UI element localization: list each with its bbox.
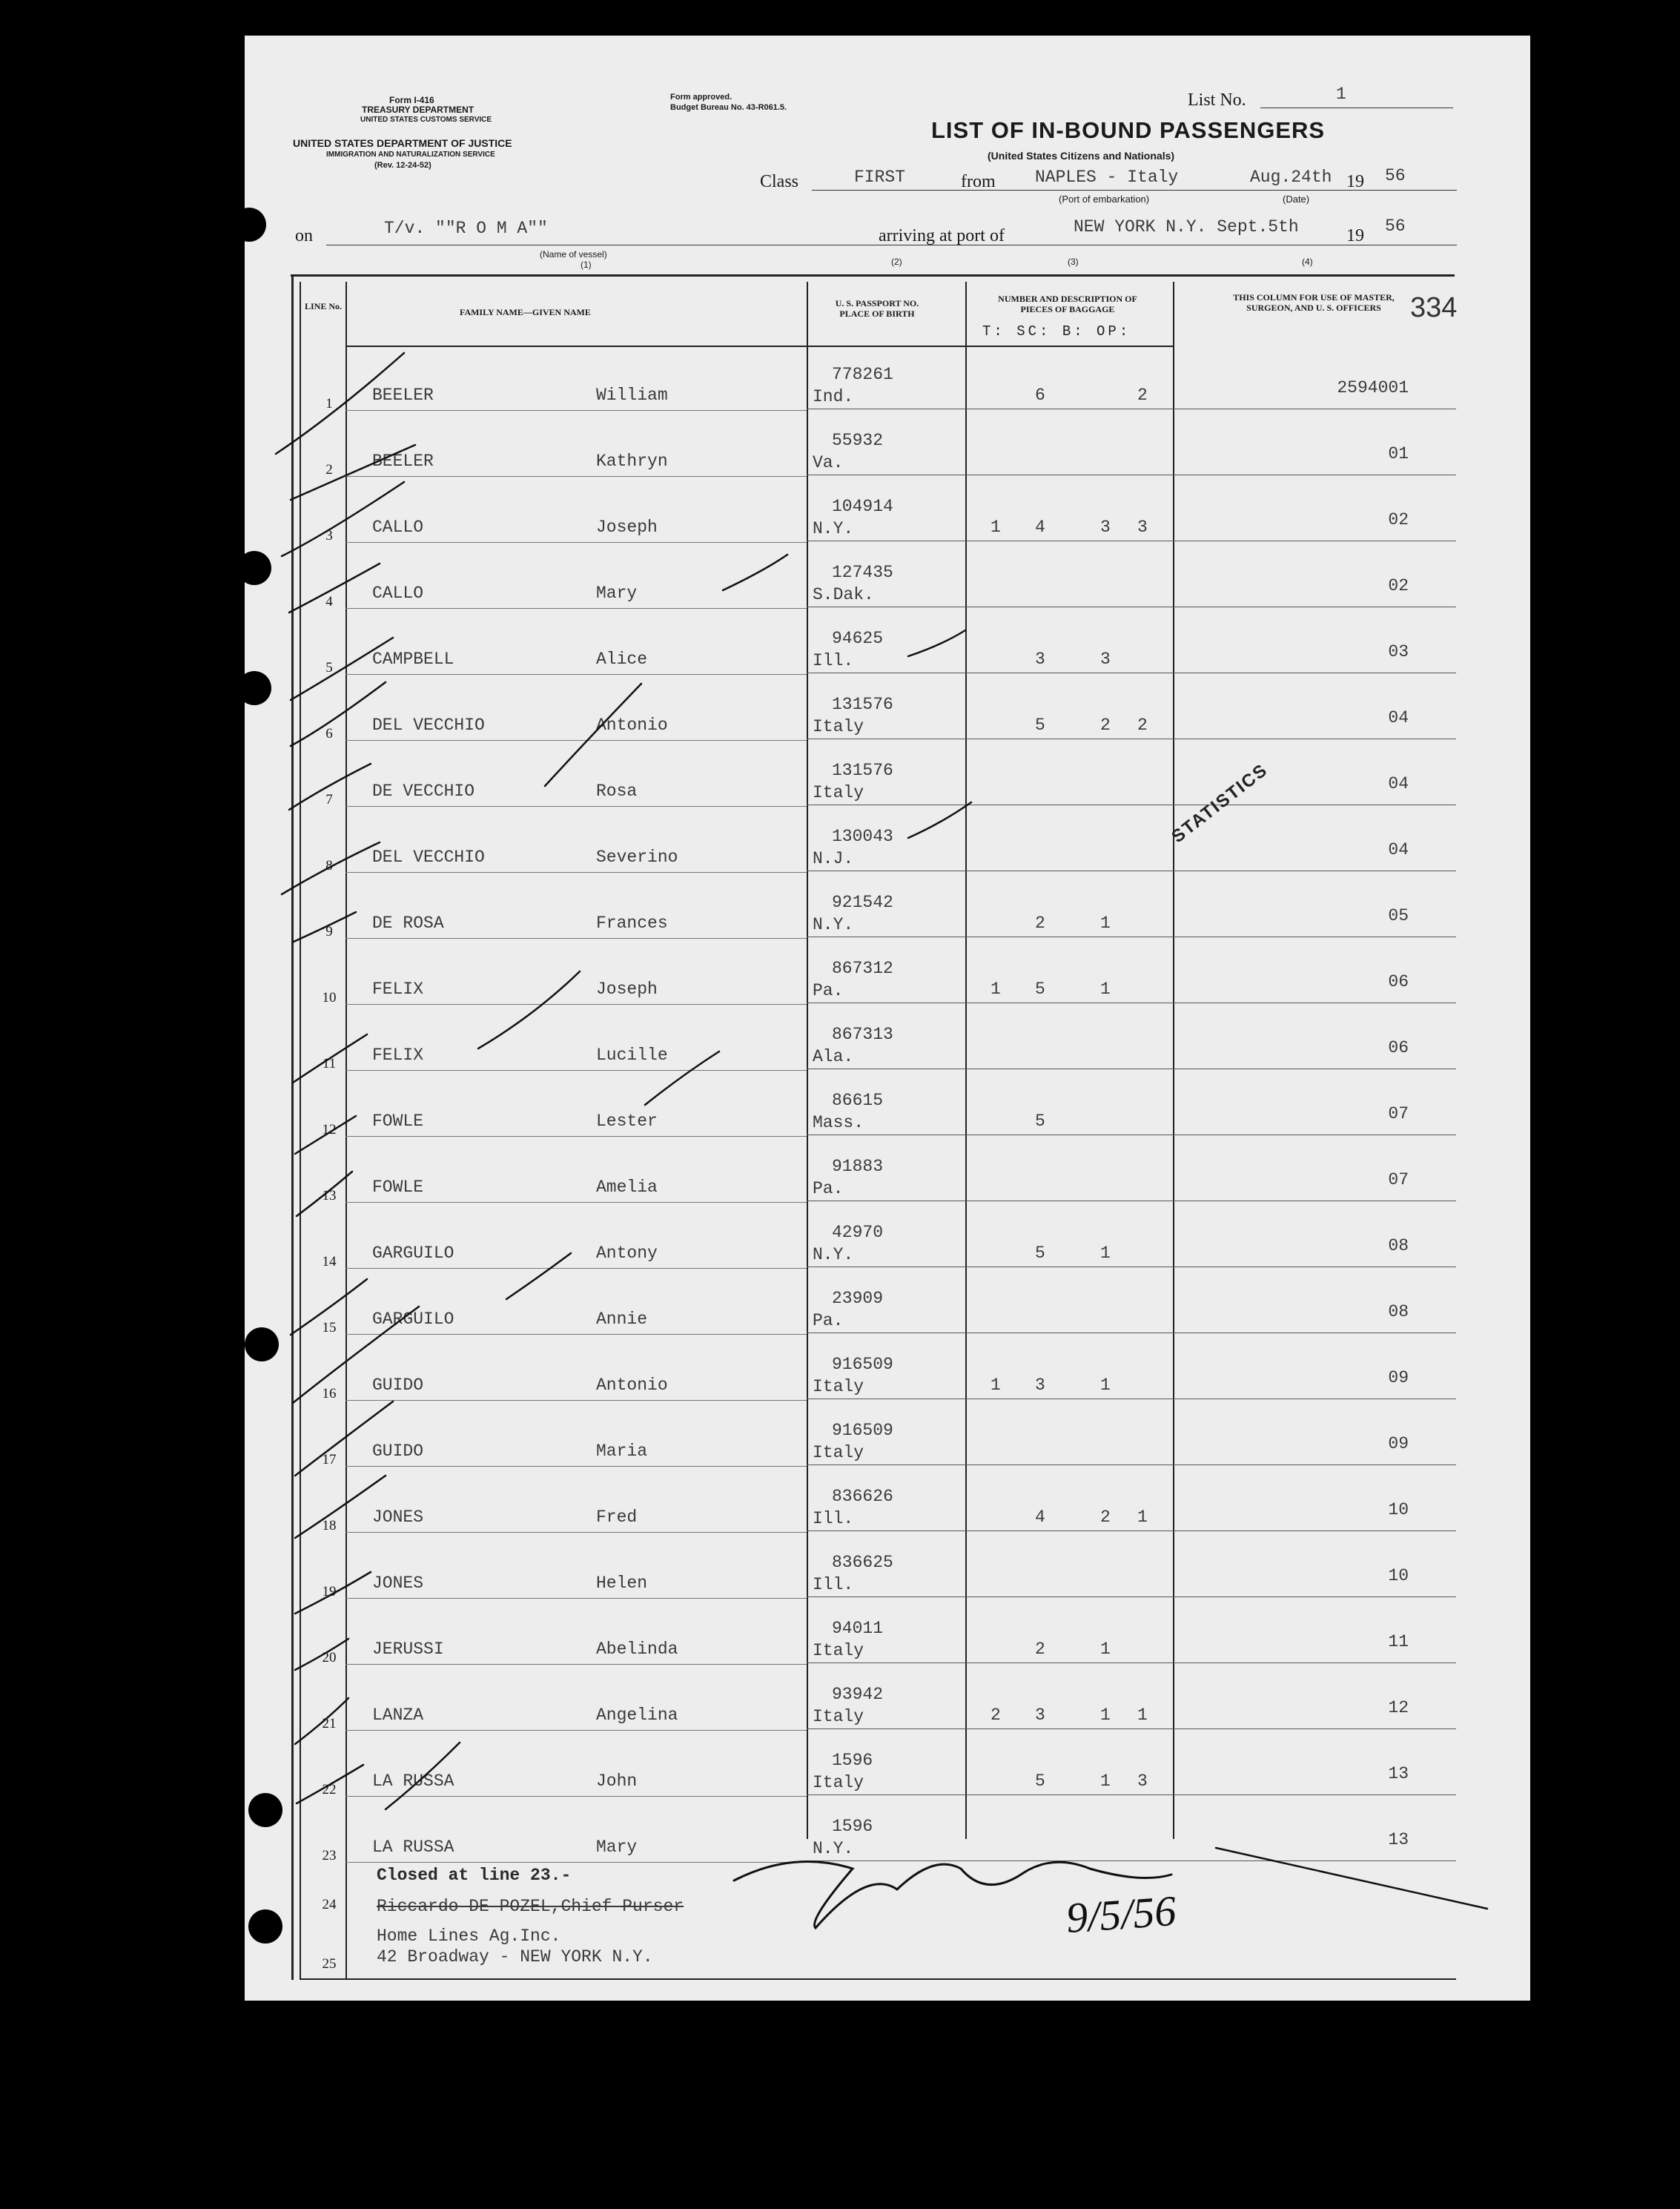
- officer-code: 06: [1388, 972, 1409, 991]
- vessel-value: T/v. ""R O M A"": [384, 219, 548, 238]
- line-number: 12: [322, 1122, 337, 1137]
- passport-number: 42970: [832, 1223, 884, 1242]
- customs-label: UNITED STATES CUSTOMS SERVICE: [360, 116, 492, 124]
- form-title: LIST OF IN-BOUND PASSENGERS: [931, 117, 1326, 143]
- list-no-label: List No.: [1188, 90, 1246, 110]
- place-of-birth: N.Y.: [813, 915, 854, 934]
- check-mark: [289, 564, 380, 612]
- line-number: 19: [322, 1584, 337, 1599]
- place-of-birth: Ala.: [813, 1047, 854, 1066]
- sheet-number: 334: [1410, 292, 1458, 323]
- check-mark: [294, 912, 356, 942]
- given-name: Antonio: [596, 716, 668, 735]
- baggage-trunks: 1: [991, 518, 1001, 537]
- officer-code: 08: [1388, 1236, 1409, 1255]
- place-of-birth: Ill.: [813, 1575, 854, 1594]
- place-of-birth: Mass.: [813, 1113, 864, 1132]
- officer-code: 10: [1388, 1566, 1409, 1585]
- passport-number: 131576: [832, 761, 893, 780]
- passport-number: 867313: [832, 1025, 893, 1044]
- closed-note: Closed at line 23.-: [377, 1866, 572, 1885]
- line-number: 20: [322, 1650, 337, 1665]
- baggage-bags: 2: [1100, 1508, 1111, 1527]
- baggage-bags: 1: [1100, 1640, 1111, 1659]
- family-name: DE VECCHIO: [372, 782, 475, 801]
- place-of-birth: Italy: [813, 1377, 864, 1396]
- given-name: Mary: [596, 1837, 638, 1857]
- check-mark: [545, 684, 641, 786]
- baggage-trunks: 2: [991, 1706, 1001, 1725]
- ins-label: IMMIGRATION AND NATURALIZATION SERVICE: [326, 151, 495, 159]
- vessel-label: (Name of vessel): [540, 249, 607, 260]
- baggage-suitcases: 3: [1035, 650, 1045, 669]
- given-name: Rosa: [596, 782, 638, 801]
- family-name: DEL VECCHIO: [372, 848, 485, 867]
- line-number: 4: [325, 594, 333, 610]
- family-name: FOWLE: [372, 1178, 424, 1197]
- baggage-suitcases: 5: [1035, 1112, 1045, 1131]
- line-number: 16: [322, 1386, 337, 1401]
- check-mark: [645, 1051, 719, 1105]
- check-mark: [297, 1765, 363, 1803]
- officer-code: 03: [1388, 642, 1409, 661]
- baggage-trunks: 1: [991, 980, 1001, 999]
- check-mark: [478, 971, 580, 1049]
- check-mark: [295, 1572, 371, 1614]
- date1-value: Aug.24th: [1250, 168, 1332, 187]
- place-of-birth: Italy: [813, 1641, 864, 1660]
- line-number: 14: [322, 1254, 337, 1269]
- passport-number: 778261: [832, 365, 893, 384]
- given-name: Amelia: [596, 1178, 658, 1197]
- rev-label: (Rev. 12-24-52): [374, 161, 431, 170]
- col2-label: (2): [891, 257, 902, 267]
- place-of-birth: S.Dak.: [813, 585, 874, 604]
- baggage-bags: 1: [1100, 980, 1111, 999]
- officer-code: 11: [1388, 1632, 1409, 1651]
- family-name: FELIX: [372, 980, 424, 999]
- check-mark: [723, 555, 787, 590]
- col-header-name: FAMILY NAME—GIVEN NAME: [460, 307, 591, 317]
- col-header-officers: THIS COLUMN FOR USE OF MASTER, SURGEON, AND U. S. OFFICERS: [1233, 292, 1395, 313]
- family-name: CALLO: [372, 584, 424, 603]
- line-number-25: 25: [322, 1956, 337, 1972]
- place-of-birth: Italy: [813, 717, 864, 736]
- approved-label: Form approved.: [670, 93, 732, 102]
- col1-label: (1): [581, 260, 592, 270]
- baggage-trunks: 1: [991, 1376, 1001, 1395]
- family-name: LANZA: [372, 1706, 424, 1725]
- baggage-suitcases: 2: [1035, 914, 1045, 933]
- family-name: CAMPBELL: [372, 650, 454, 669]
- line-number-24: 24: [322, 1897, 337, 1912]
- family-name: LA RUSSA: [372, 1772, 454, 1791]
- officer-code: 07: [1388, 1104, 1409, 1123]
- check-mark: [908, 802, 971, 838]
- officer-code: 08: [1388, 1302, 1409, 1321]
- given-name: Lucille: [596, 1046, 668, 1065]
- col-header-line-no: LINE No.: [304, 301, 342, 311]
- family-name: FOWLE: [372, 1112, 424, 1131]
- check-mark: [295, 1639, 348, 1670]
- justice-label: UNITED STATES DEPARTMENT OF JUSTICE: [293, 137, 512, 149]
- passport-number: 916509: [832, 1355, 893, 1374]
- baggage-suitcases: 3: [1035, 1706, 1045, 1725]
- line-number: 3: [325, 528, 333, 544]
- check-mark: [289, 764, 371, 810]
- baggage-other: 2: [1137, 386, 1148, 405]
- officer-code: 02: [1388, 510, 1409, 529]
- officer-code: 07: [1388, 1170, 1409, 1189]
- list-no-value: 1: [1336, 85, 1346, 104]
- year2-prefix: 19: [1346, 226, 1364, 245]
- place-of-birth: Va.: [813, 453, 844, 472]
- place-of-birth: Pa.: [813, 981, 844, 1000]
- baggage-suitcases: 4: [1035, 518, 1045, 537]
- passport-number: 127435: [832, 563, 893, 582]
- check-mark: [291, 445, 415, 500]
- passport-number: 916509: [832, 1421, 893, 1440]
- passport-number: 836626: [832, 1487, 893, 1506]
- given-name: Kathryn: [596, 452, 668, 471]
- check-mark: [386, 1743, 460, 1809]
- family-name: GARGUILO: [372, 1244, 454, 1263]
- address-note: 42 Broadway - NEW YORK N.Y.: [377, 1947, 653, 1967]
- baggage-suitcases: 4: [1035, 1508, 1045, 1527]
- line-number: 23: [322, 1848, 337, 1863]
- baggage-bags: 3: [1100, 518, 1111, 537]
- passport-number: 104914: [832, 497, 893, 516]
- given-name: Abelinda: [596, 1640, 678, 1659]
- line-number: 8: [325, 858, 333, 874]
- passport-number: 91883: [832, 1157, 884, 1176]
- form-subtitle: (United States Citizens and Nationals): [988, 150, 1175, 162]
- check-mark: [908, 630, 965, 656]
- officer-code: 09: [1388, 1368, 1409, 1387]
- passport-number: 1596: [832, 1751, 873, 1770]
- from-value: NAPLES - Italy: [1035, 168, 1179, 187]
- passport-number: 94625: [832, 629, 884, 648]
- baggage-other: 1: [1137, 1508, 1148, 1527]
- line-number: 10: [322, 990, 337, 1006]
- officer-code: 09: [1388, 1434, 1409, 1453]
- baggage-suitcases: 5: [1035, 1244, 1045, 1263]
- line-number: 6: [325, 726, 333, 742]
- baggage-suitcases: 6: [1035, 386, 1045, 405]
- family-name: BEELER: [372, 452, 434, 471]
- closing-stroke: [1216, 1848, 1487, 1909]
- baggage-bags: 1: [1100, 1244, 1111, 1263]
- passport-number: 1596: [832, 1817, 873, 1836]
- given-name: Helen: [596, 1574, 648, 1593]
- statistics-stamp: STATISTICS: [1168, 759, 1272, 848]
- baggage-suitcases: 3: [1035, 1376, 1045, 1395]
- baggage-other: 3: [1137, 518, 1148, 537]
- baggage-bags: 1: [1100, 1772, 1111, 1791]
- given-name: Antonio: [596, 1376, 668, 1395]
- place-of-birth: N.Y.: [813, 519, 854, 538]
- passport-number: 94011: [832, 1619, 884, 1638]
- passport-number: 836625: [832, 1553, 893, 1572]
- place-of-birth: Pa.: [813, 1311, 844, 1330]
- line-number: 13: [322, 1188, 337, 1203]
- check-mark: [506, 1253, 571, 1299]
- given-name: Frances: [596, 914, 668, 933]
- officer-code: 06: [1388, 1038, 1409, 1057]
- place-of-birth: Ill.: [813, 1509, 854, 1528]
- passport-number: 23909: [832, 1289, 884, 1308]
- line-number: 9: [325, 924, 333, 940]
- line-number: 5: [325, 660, 333, 676]
- given-name: Antony: [596, 1244, 658, 1263]
- check-mark: [276, 353, 404, 454]
- officer-code: 01: [1388, 444, 1409, 463]
- check-mark: [291, 1279, 367, 1335]
- budget-label: Budget Bureau No. 43-R061.5.: [670, 103, 787, 112]
- given-name: Joseph: [596, 518, 658, 537]
- year1-value: 56: [1385, 166, 1406, 185]
- family-name: JONES: [372, 1574, 424, 1593]
- given-name: Mary: [596, 584, 638, 603]
- class-label: Class: [760, 172, 799, 191]
- arriving-label: arriving at port of: [879, 226, 1005, 245]
- signature-date: 9/5/56: [1064, 1886, 1178, 1943]
- col-header-baggage-types: T: SC: B: OP:: [982, 323, 1131, 340]
- baggage-other: 3: [1137, 1772, 1148, 1791]
- check-mark: [293, 1034, 367, 1083]
- form-number: Form I-416: [389, 95, 434, 105]
- place-of-birth: N.Y.: [813, 1245, 854, 1264]
- baggage-bags: 2: [1100, 716, 1111, 735]
- year1-prefix: 19: [1346, 172, 1364, 191]
- place-of-birth: Italy: [813, 1707, 864, 1726]
- place-of-birth: Italy: [813, 1443, 864, 1462]
- officer-code: 04: [1388, 708, 1409, 727]
- year2-value: 56: [1385, 217, 1406, 236]
- given-name: Joseph: [596, 980, 658, 999]
- baggage-suitcases: 5: [1035, 980, 1045, 999]
- baggage-bags: 1: [1100, 1376, 1111, 1395]
- given-name: Angelina: [596, 1706, 678, 1725]
- date-label: (Date): [1283, 194, 1310, 205]
- officer-code: 13: [1388, 1830, 1409, 1849]
- check-mark: [295, 1698, 348, 1744]
- officer-code: 13: [1388, 1764, 1409, 1783]
- officer-code: 04: [1388, 840, 1409, 859]
- family-name: GUIDO: [372, 1442, 424, 1461]
- passport-number: 55932: [832, 431, 884, 450]
- place-of-birth: Ill.: [813, 651, 854, 670]
- baggage-suitcases: 5: [1035, 716, 1045, 735]
- given-name: Maria: [596, 1442, 648, 1461]
- check-mark: [295, 1476, 386, 1538]
- check-mark: [295, 1401, 393, 1476]
- line-number: 7: [325, 792, 333, 808]
- line-number: 21: [322, 1716, 337, 1731]
- check-mark: [282, 842, 380, 894]
- officer-code: 12: [1388, 1698, 1409, 1717]
- col3-label: (3): [1068, 257, 1079, 267]
- baggage-suitcases: 2: [1035, 1640, 1045, 1659]
- officer-code: 04: [1388, 774, 1409, 793]
- class-value: FIRST: [854, 168, 906, 187]
- col4-label: (4): [1302, 257, 1313, 267]
- line-number: 1: [325, 396, 333, 412]
- passport-number: 131576: [832, 695, 893, 714]
- line-number: 22: [322, 1782, 337, 1797]
- officer-code: 10: [1388, 1500, 1409, 1519]
- place-of-birth: N.J.: [813, 849, 854, 868]
- col-header-passport: U. S. PASSPORT NO. PLACE OF BIRTH: [835, 298, 919, 319]
- family-name: CALLO: [372, 518, 424, 537]
- family-name: FELIX: [372, 1046, 424, 1065]
- passport-number: 921542: [832, 893, 893, 912]
- line-number: 17: [322, 1452, 337, 1467]
- family-name: DE ROSA: [372, 914, 444, 933]
- line-number: 2: [325, 462, 333, 478]
- place-of-birth: N.Y.: [813, 1839, 854, 1858]
- baggage-bags: 3: [1100, 650, 1111, 669]
- port-embark-label: (Port of embarkation): [1059, 194, 1150, 205]
- check-mark: [297, 1172, 352, 1216]
- agency-note: Home Lines Ag.Inc.: [377, 1926, 561, 1946]
- treasury-label: TREASURY DEPARTMENT: [362, 105, 474, 115]
- baggage-bags: 1: [1100, 1706, 1111, 1725]
- passport-number: 86615: [832, 1091, 884, 1110]
- given-name: Severino: [596, 848, 678, 867]
- signature: [734, 1862, 1171, 1928]
- from-label: from: [961, 172, 996, 191]
- given-name: Lester: [596, 1112, 658, 1131]
- place-of-birth: Pa.: [813, 1179, 844, 1198]
- purser-note: Riccardo DE POZEL,Chief Purser: [377, 1897, 684, 1916]
- given-name: John: [596, 1772, 638, 1791]
- on-label: on: [295, 226, 313, 245]
- officer-code: 2594001: [1337, 378, 1409, 397]
- place-of-birth: Italy: [813, 1773, 864, 1792]
- baggage-other: 2: [1137, 716, 1148, 735]
- line-number: 15: [322, 1320, 337, 1335]
- passport-number: 867312: [832, 959, 893, 978]
- given-name: Annie: [596, 1310, 648, 1329]
- col-header-baggage: NUMBER AND DESCRIPTION OF PIECES OF BAGGAGE: [998, 294, 1137, 314]
- family-name: JERUSSI: [372, 1640, 444, 1659]
- place-of-birth: Italy: [813, 783, 864, 802]
- baggage-suitcases: 5: [1035, 1772, 1045, 1791]
- family-name: DEL VECCHIO: [372, 716, 485, 735]
- passport-number: 130043: [832, 827, 893, 846]
- family-name: LA RUSSA: [372, 1837, 454, 1857]
- family-name: JONES: [372, 1508, 424, 1527]
- family-name: GARGUILO: [372, 1310, 454, 1329]
- baggage-other: 1: [1137, 1706, 1148, 1725]
- check-mark: [282, 482, 404, 556]
- place-of-birth: Ind.: [813, 387, 854, 406]
- officer-code: 02: [1388, 576, 1409, 595]
- given-name: Alice: [596, 650, 648, 669]
- officer-code: 05: [1388, 906, 1409, 925]
- line-number: 11: [322, 1056, 337, 1072]
- given-name: William: [596, 386, 668, 405]
- family-name: GUIDO: [372, 1376, 424, 1395]
- check-mark: [295, 1116, 356, 1154]
- arrival-port-value: NEW YORK N.Y. Sept.5th: [1074, 217, 1299, 237]
- baggage-bags: 1: [1100, 914, 1111, 933]
- passport-number: 93942: [832, 1685, 884, 1704]
- line-number: 18: [322, 1518, 337, 1533]
- check-mark: [291, 638, 393, 700]
- given-name: Fred: [596, 1508, 638, 1527]
- family-name: BEELER: [372, 386, 434, 405]
